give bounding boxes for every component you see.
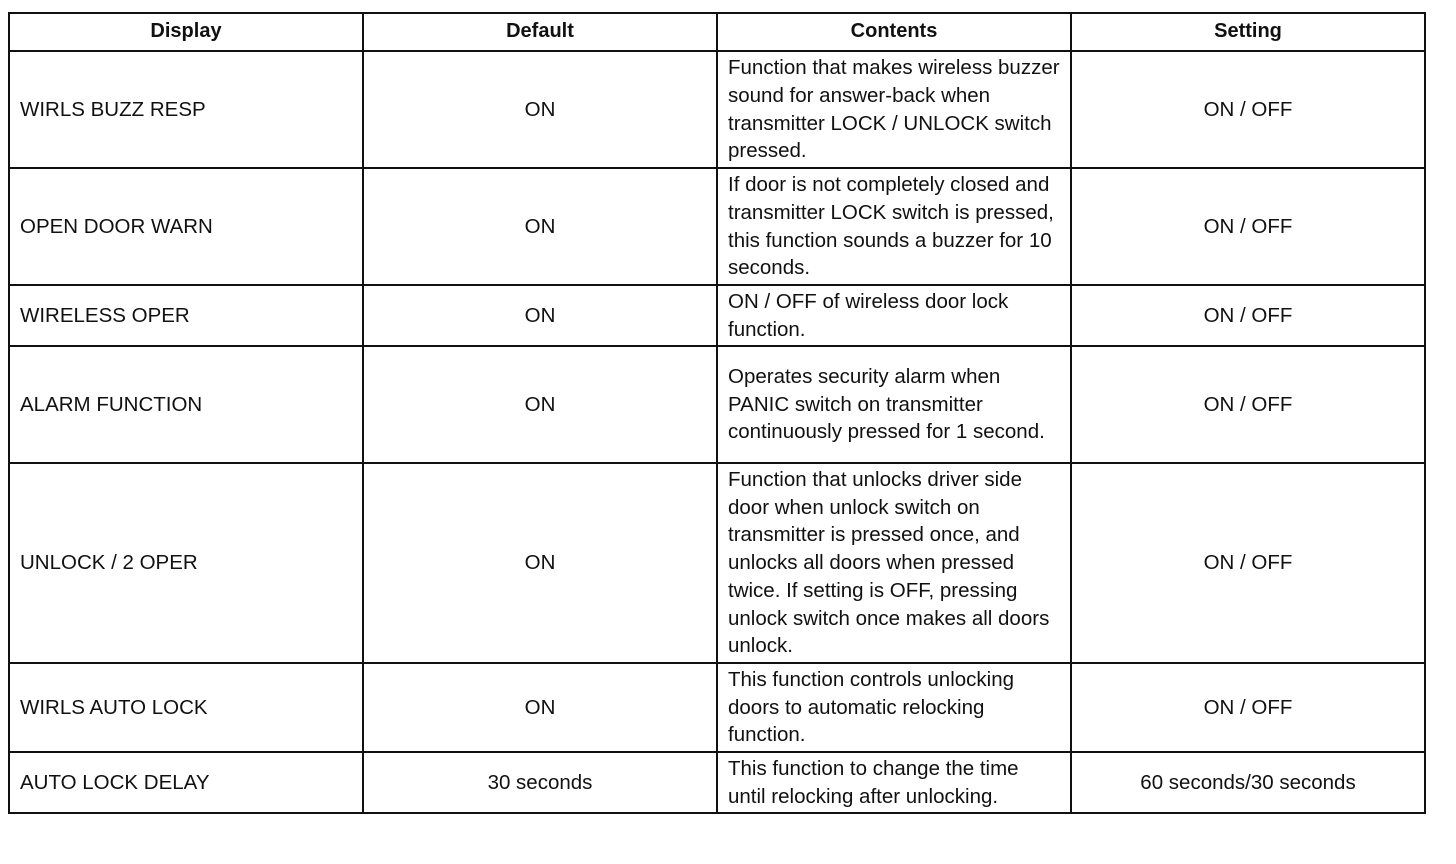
- header-setting: Setting: [1071, 13, 1425, 51]
- table-row: [9, 463, 1425, 663]
- header-row: [9, 13, 1425, 51]
- table-row: [9, 346, 1425, 463]
- cell-display: UNLOCK / 2 OPER: [9, 463, 363, 663]
- cell-setting: ON / OFF: [1071, 346, 1425, 463]
- table-row: [9, 285, 1425, 346]
- cell-default: ON: [363, 51, 717, 168]
- cell-setting: ON / OFF: [1071, 663, 1425, 752]
- cell-default: ON: [363, 463, 717, 663]
- table-row: [9, 663, 1425, 752]
- settings-table: [8, 12, 1426, 814]
- cell-display: WIRLS AUTO LOCK: [9, 663, 363, 752]
- table-header: [9, 13, 1425, 51]
- cell-default: 30 seconds: [363, 752, 717, 813]
- cell-contents: Operates security alarm when PANIC switch on transmitter continuously pressed for 1 second.: [717, 346, 1071, 463]
- cell-setting: ON / OFF: [1071, 285, 1425, 346]
- cell-setting: ON / OFF: [1071, 463, 1425, 663]
- cell-default: ON: [363, 168, 717, 285]
- cell-contents: This function controls unlocking doors to automatic relocking function.: [717, 663, 1071, 752]
- cell-contents: ON / OFF of wireless door lock function.: [717, 285, 1071, 346]
- cell-default: ON: [363, 663, 717, 752]
- cell-default: ON: [363, 346, 717, 463]
- table-body: [9, 51, 1425, 813]
- header-contents: Contents: [717, 13, 1071, 51]
- cell-contents: Function that unlocks driver side door when unlock switch on transmitter is pressed once, and unlocks all doors when pressed twice. If setting is OFF, pressing unlock switch once makes all doors unlock.: [717, 463, 1071, 663]
- cell-contents: This function to change the time until relocking after unlocking.: [717, 752, 1071, 813]
- cell-setting: ON / OFF: [1071, 168, 1425, 285]
- header-display: Display: [9, 13, 363, 51]
- cell-display: AUTO LOCK DELAY: [9, 752, 363, 813]
- table-row: [9, 752, 1425, 813]
- header-default: Default: [363, 13, 717, 51]
- cell-contents: Function that makes wireless buzzer sound for answer-back when transmitter LOCK / UNLOCK switch pressed.: [717, 51, 1071, 168]
- cell-display: WIRELESS OPER: [9, 285, 363, 346]
- cell-setting: 60 seconds/30 seconds: [1071, 752, 1425, 813]
- cell-display: ALARM FUNCTION: [9, 346, 363, 463]
- cell-display: WIRLS BUZZ RESP: [9, 51, 363, 168]
- cell-contents: If door is not completely closed and transmitter LOCK switch is pressed, this function sounds a buzzer for 10 seconds.: [717, 168, 1071, 285]
- cell-default: ON: [363, 285, 717, 346]
- cell-setting: ON / OFF: [1071, 51, 1425, 168]
- table-row: [9, 51, 1425, 168]
- cell-display: OPEN DOOR WARN: [9, 168, 363, 285]
- table-row: [9, 168, 1425, 285]
